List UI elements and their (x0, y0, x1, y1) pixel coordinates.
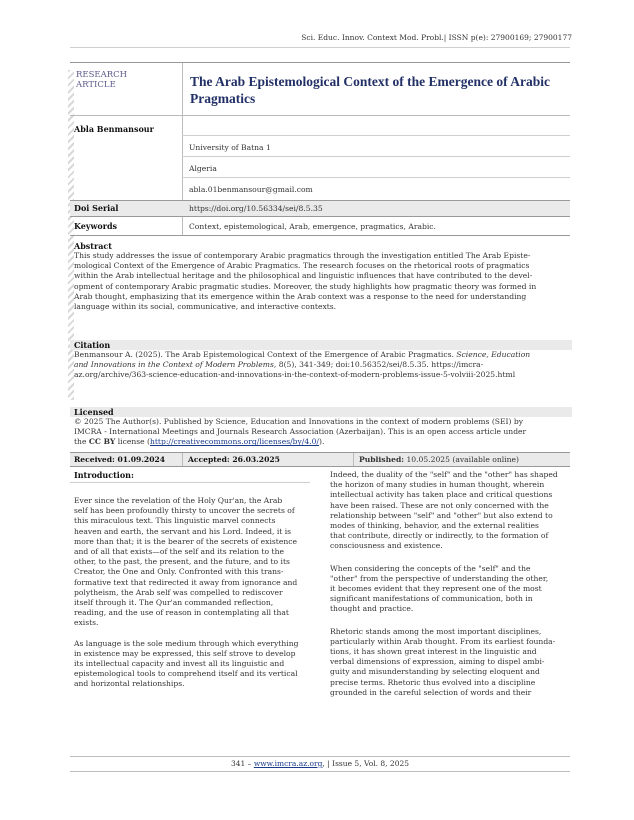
abstract-text (74, 251, 568, 312)
citation-line1-italic: Science, Education (456, 350, 531, 359)
licensed-heading: Licensed (70, 407, 572, 417)
abstract-line: Arab thought, emphasizing that its emergence within the Arab context was a response to the need for understanding (74, 291, 527, 301)
citation-heading: Citation (70, 340, 572, 350)
intro-right-p3-line: Rhetoric stands among the most important disciplines, (330, 626, 542, 636)
intro-right-p2-line: it becomes evident that they represent one of the most (330, 584, 542, 594)
rule-author (182, 135, 570, 136)
intro-right-p1-line: the horizon of many studies in human thought, wherein (330, 480, 545, 490)
intro-left-p2-line: its intellectual capacity and invest all its linguistic and (74, 659, 285, 669)
intro-left-p1-line: exists. (74, 618, 99, 628)
intro-right-p1-line: Indeed, the duality of the "self" and the "other" has shaped (330, 470, 558, 479)
published-value: 10.05.2025 (available online) (404, 455, 519, 464)
intro-right-paragraph-3 (330, 627, 566, 698)
keywords-label: Keywords (74, 221, 118, 231)
doi-row (70, 200, 570, 216)
intro-left-paragraph-2 (74, 639, 310, 690)
intro-left-p1-line: Creator, the One and Only. Confronted with this trans- (74, 567, 284, 577)
intro-left-p1-line: and of all that exists—of the self and its relation to the (74, 547, 284, 557)
intro-right-paragraph-2 (330, 564, 566, 615)
intro-right-p3-line: guity and misunderstanding by selecting eloquent and (330, 667, 540, 677)
intro-left-p1-line: reading, and the use of reason in contemplating all that (74, 608, 289, 618)
received-date: Received: 01.09.2024 (74, 455, 166, 464)
right-column (330, 470, 566, 698)
article-title (190, 73, 550, 107)
intro-right-p1-line: that contribute, directly or indirectly, to the formation of (330, 531, 549, 541)
intro-left-paragraph-1 (74, 496, 310, 629)
intro-left-p2-line: epistemological tools to comprehend itself and its vertical (74, 669, 298, 679)
intro-right-p1-line: consciousness and existence. (330, 541, 443, 551)
article-type-line2: ARTICLE (76, 80, 116, 90)
citation-section (74, 340, 568, 381)
journal-header: Sci. Educ. Innov. Context Mod. Probl.| ISSN p(e): 27900169; 27900177 (301, 33, 572, 42)
dates-divider-1 (182, 453, 183, 466)
abstract-line: mological Context of the Emergence of Arabic Pragmatics. The research focuses on the rhetorical roots of pragmatics (74, 261, 530, 271)
keywords-value: Context, epistemological, Arab, emergence, pragmatics, Arabic. (189, 222, 436, 231)
intro-left-p1-line: heaven and earth, the servant and his Lord. Indeed, it is (74, 526, 292, 536)
rule-university (182, 156, 570, 157)
page-footer (70, 756, 570, 772)
intro-right-p1-line: intellectual activity has taken place and critical questions (330, 490, 553, 500)
author-email[interactable]: abla.01benmansour@gmail.com (189, 185, 313, 194)
intro-right-p3-line: particularly within Arab thought. From its earliest founda- (330, 636, 556, 646)
intro-right-p2-line: When considering the concepts of the "self" and the (330, 563, 531, 573)
intro-left-p1-line: Ever since the revelation of the Holy Qur'an, the Arab (74, 496, 283, 505)
title-block (70, 62, 570, 116)
footer-site-link[interactable]: www.imcra.az.org (253, 759, 323, 768)
intro-left-p2-line: in existence may be expressed, this self strove to develop (74, 648, 296, 658)
intro-right-p1-line: modes of thinking, behavior, and the external realities (330, 521, 539, 531)
citation-journal-italic: and Innovations in the Context of Modern Problems (74, 360, 274, 370)
intro-right-p2-line: thought and practice. (330, 604, 414, 614)
author-university: University of Batna 1 (189, 143, 271, 152)
intro-right-p1-line: have been raised. These are not only concerned with the (330, 500, 549, 510)
intro-left-p1-line: more than that; it is the bearer of the secrets of existence (74, 536, 297, 546)
intro-left-p2-line: As language is the sole medium through which everything (74, 638, 299, 648)
intro-left-p2-line: and horizontal relationships. (74, 679, 185, 689)
intro-left-p1-line: other, to the past, the present, and the future, and to its (74, 557, 290, 567)
doi-value[interactable]: https://doi.org/10.56334/sei/8.5.35 (189, 204, 323, 213)
rule-country (182, 177, 570, 178)
intro-right-p3-line: tions, it has shown great interest in the linguistic and (330, 647, 537, 657)
intro-left-p1-line: polytheism, the Arab self was compelled to rediscover (74, 587, 283, 597)
citation-line1: Benmansour A. (2025). The Arab Epistemological Context of the Emergence of Arabic Pragmatics. (74, 350, 454, 359)
title-line1: The Arab Epistemological Context of the Emergence of Arabic (190, 74, 550, 89)
published-label: Published: (359, 455, 405, 464)
published-date (359, 455, 519, 464)
licensed-line3-pre: the (74, 437, 87, 447)
citation-url[interactable]: az.org/archive/363-science-education-and-innovations-in-the-context-of-modern-problems-issue-5-volviii-2025.html (74, 370, 516, 380)
licensed-line1: © 2025 The Author(s). Published by Science, Education and Innovations in the context of modern problems (SEI) by (74, 417, 524, 426)
licensed-line3-mid: license ( (117, 437, 150, 447)
keywords-row (70, 216, 570, 236)
intro-right-p2-line: "other" from the perspective of understanding the other, (330, 573, 549, 583)
dates-row (70, 452, 570, 467)
doi-label: Doi Serial (74, 203, 119, 213)
intro-right-p3-line: precise terms. Rhetoric thus evolved into a discipline (330, 677, 536, 687)
article-type (76, 70, 127, 90)
author-name: Abla Benmansour (74, 124, 154, 134)
licensed-line3-end: ). (319, 437, 325, 447)
left-column (74, 496, 310, 690)
title-line2: Pragmatics (190, 91, 256, 106)
footer-page: 341 – (230, 759, 254, 768)
cc-by-label: CC BY (88, 437, 116, 447)
intro-left-p1-line: self has been profoundly thirsty to uncover the secrets of (74, 506, 295, 516)
abstract-line: opment of contemporary Arabic pragmatic studies. Moreover, the study highlights how pragmatic theory was formed in (74, 281, 537, 291)
abstract-heading: Abstract (74, 241, 112, 251)
abstract-section (74, 241, 568, 312)
intro-right-p3-line: grounded in the careful selection of words and their (330, 687, 532, 697)
licensed-line2: IMCRA - International Meetings and Journals Research Association (Azerbaijan). This is an open access article under (74, 427, 527, 437)
article-type-line1: RESEARCH (76, 70, 128, 80)
intro-left-p1-line: formative text that redirected it away from ignorance and (74, 577, 298, 587)
abstract-line: language within its social, communicative, and interactive contexts. (74, 302, 337, 312)
intro-heading: Introduction: (74, 470, 134, 480)
citation-line2: , 8(5), 341-349; doi:10.56352/sei/8.5.35. https://imcra- (273, 360, 484, 370)
dates-divider-2 (353, 453, 354, 466)
intro-right-p1-line: relationship between "self" and "other" but also extend to (330, 510, 553, 520)
intro-rule (70, 482, 310, 483)
intro-left-p1-line: this miraculous text. This linguistic marvel connects (74, 516, 276, 526)
title-divider (182, 63, 183, 115)
licensed-section (74, 407, 568, 448)
license-link[interactable]: http://creativecommons.org/licenses/by/4.0/ (149, 437, 319, 447)
abstract-line: within the Arab intellectual heritage and the philosophical and linguistic influences that have contributed to the devel- (74, 271, 533, 281)
keywords-divider (182, 217, 183, 235)
header-rule (70, 47, 570, 48)
intro-right-p2-line: significant manifestations of communication, both in (330, 594, 533, 604)
footer-issue: , | Issue 5, Vol. 8, 2025 (322, 759, 410, 768)
author-country: Algeria (189, 164, 217, 173)
intro-right-paragraph-1 (330, 470, 566, 552)
accepted-date: Accepted: 26.03.2025 (188, 455, 280, 464)
abstract-line: This study addresses the issue of contemporary Arabic pragmatics through the investigation entitled The Arab Episte- (74, 251, 531, 260)
intro-right-p3-line: verbal dimensions of expression, aiming to dispel ambi- (330, 657, 545, 667)
intro-left-p1-line: itself through it. The Qur'an commanded reflection, (74, 598, 274, 608)
